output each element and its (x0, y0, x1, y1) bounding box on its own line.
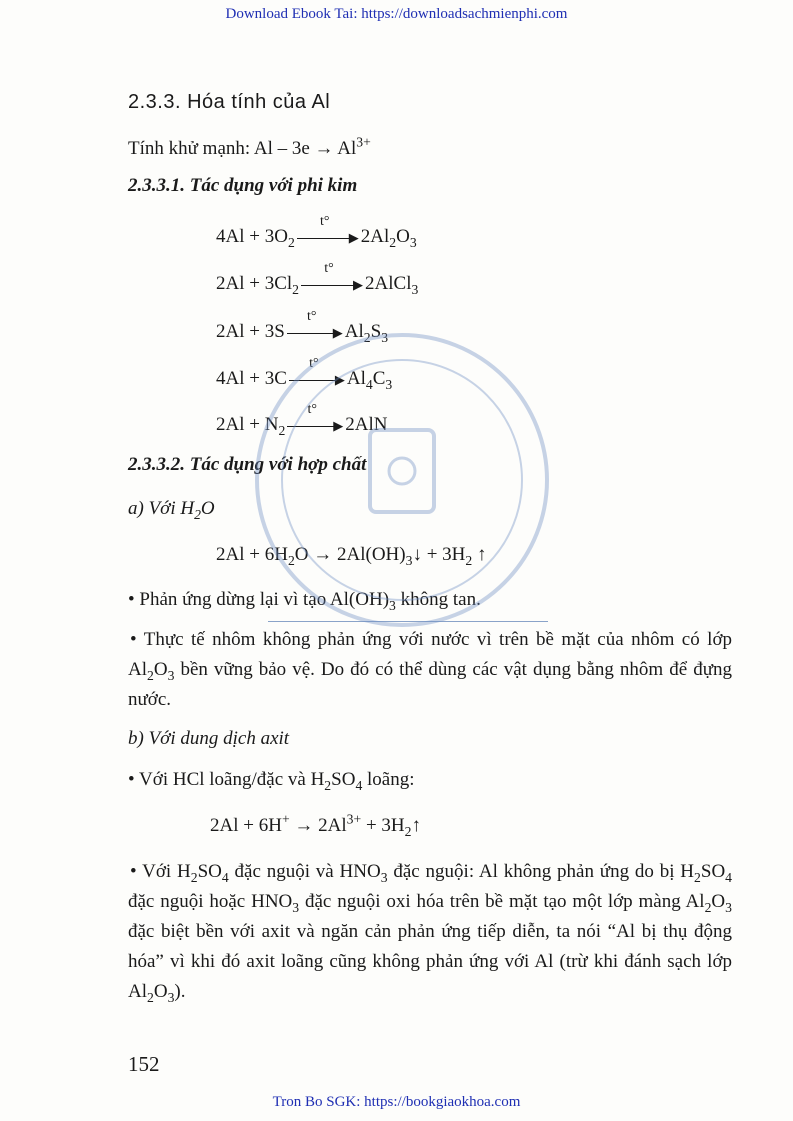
bullet-passivation: • Với $H_2SO_4$ đặc nguội và $HNO_3$ đặc nguội: Al không phản ứng do bị $H_2SO_4$ đặc nguội hoặc $HNO_3$ đặc nguội oxi hóa trên bề mặt tạo một lớp màng $Al_2O_3$ đặc biệt bền với axit và ngăn cản phản ứng tiếp diễn, ta nói “Al bị thụ động hóa” vì khi đó axit loãng cũng không phản ứng với Al (trừ khi đánh sạch lớp $Al_2O_3$). (128, 861, 733, 1005)
heat-condition: t° (307, 401, 318, 417)
footer-sgk-link[interactable]: Tron Bo SGK: https://bookgiaokhoa.com (272, 1094, 521, 1110)
acid-label: b) Với dung dịch axit (128, 728, 290, 749)
heat-arrow-icon: ▶ t° (301, 279, 363, 291)
heat-condition: t° (324, 260, 334, 276)
equation-products: $Al_4C_3$ (346, 368, 393, 392)
bullet-reaction-stops: • Phản ứng dừng lại vì tạo $Al(OH)_3$ không tan. (128, 589, 481, 613)
water-label (128, 497, 215, 521)
subsection-compounds-title: 2.3.3.2. Tác dụng với hợp chất (128, 454, 367, 475)
heat-condition: t° (307, 308, 317, 324)
page-number: 152 (128, 1052, 160, 1076)
equation-reactants: $4Al + 3O_2$ (216, 226, 295, 250)
heat-arrow-icon: ▶ t° (287, 420, 343, 432)
subsection-nonmetals-title: 2.3.3.1. Tác dụng với phi kim (128, 175, 358, 196)
bullet-dilute-acids: • Với HCl loãng/đặc và $H_2SO_4$ loãng: (128, 769, 415, 793)
water-label-sub: 2 (194, 506, 201, 522)
equation-products: $2Al_2O_3$ (360, 226, 417, 250)
watermark-logo-icon (252, 330, 552, 630)
section-title: 2.3.3. Hóa tính của Al (128, 91, 331, 113)
heat-condition: t° (320, 213, 330, 229)
heat-condition: t° (309, 355, 319, 371)
equation-products: $Al_2S_3$ (344, 321, 389, 345)
equation-reactants: $2Al + 3Cl_2$ (216, 273, 300, 297)
equation-products: 2AlN (345, 414, 388, 435)
water-label-text: a) Với H (128, 498, 195, 519)
equation-reactants: 2Al + 3S (216, 321, 285, 342)
equation-reactants: 4Al + 3C (216, 368, 287, 389)
acid-equation: $2Al + 6H^+ \to 2Al^{3+}$ + $3H_2↑$ (210, 811, 421, 839)
heat-arrow-icon: ▶ t° (297, 232, 359, 244)
reduction-charge: 3+ (356, 134, 371, 150)
header-download-link[interactable]: Download Ebook Tai: https://downloadsachmienphi.com (225, 6, 568, 22)
nonmetal-equation (216, 260, 419, 297)
water-label-end: O (200, 498, 215, 519)
water-equation: $2Al + 6H_2O$ → $2Al(OH)_3↓ + 3H_2$ ↑ (216, 544, 487, 568)
bullet-oxide-layer: • Thực tế nhôm không phản ứng với nước vì trên bề mặt của nhôm có lớp $Al_2O_3$ bền vững bảo vệ. Do đó có thể dùng các vật dụng bằng nhôm để đựng nước. (128, 629, 732, 710)
equation-reactants: $2Al + N_2$ (216, 414, 286, 438)
reduction-text: Tính khử mạnh: Al – 3e → Al (128, 138, 357, 159)
heat-arrow-icon: ▶ t° (287, 327, 343, 339)
equation-products: 2AlCl$_3$ (365, 273, 419, 297)
heat-arrow-icon: ▶ t° (289, 374, 345, 386)
reduction-statement (128, 134, 371, 161)
nonmetal-equation (216, 213, 417, 250)
